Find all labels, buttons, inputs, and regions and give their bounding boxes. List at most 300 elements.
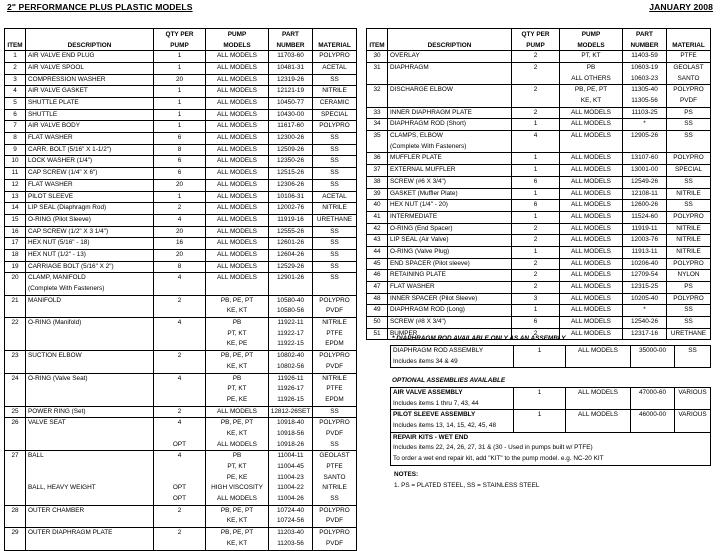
pump-models: ALL OTHERS bbox=[571, 74, 611, 82]
pump-models: ALL MODELS bbox=[571, 120, 611, 128]
table-row bbox=[5, 351, 357, 373]
item-number: 51 bbox=[373, 329, 381, 337]
description: LIP SEAL (Air Valve) bbox=[390, 236, 449, 244]
repair-kits-title: REPAIR KITS - WET END bbox=[393, 433, 469, 441]
material-cell bbox=[667, 107, 711, 119]
material-cell bbox=[667, 211, 711, 223]
qty-cell bbox=[512, 200, 560, 212]
part-number: 10481-31 bbox=[276, 63, 304, 71]
table-row bbox=[367, 51, 711, 63]
qty-cell bbox=[154, 98, 206, 110]
part-number: 10802-40 bbox=[276, 352, 304, 360]
part-number: 11403-59 bbox=[631, 52, 658, 60]
description-cell bbox=[26, 133, 154, 145]
pump-models-cell bbox=[206, 418, 269, 451]
description-cell bbox=[26, 191, 154, 203]
pump-models-cell bbox=[206, 406, 269, 418]
part-number: 12350-26 bbox=[276, 157, 304, 165]
part-number-cell bbox=[269, 238, 313, 250]
material: SS bbox=[684, 132, 693, 140]
qty-cell bbox=[512, 246, 560, 258]
part-number: 10205-40 bbox=[630, 294, 658, 302]
table-row bbox=[5, 51, 357, 63]
item-number-cell bbox=[367, 211, 388, 223]
pump-models-cell bbox=[560, 235, 623, 247]
description-cell bbox=[26, 51, 154, 63]
part-number-cell bbox=[623, 85, 667, 107]
part-number: 11305-40 bbox=[631, 86, 658, 94]
pump-models: KE, KT bbox=[226, 362, 248, 370]
description: VALVE SEAT bbox=[28, 419, 66, 427]
table-header-row bbox=[5, 29, 357, 51]
qty-cell bbox=[512, 270, 560, 282]
qty-cell bbox=[512, 293, 560, 305]
qty: 2 bbox=[533, 259, 538, 267]
description: EXTERNAL MUFFLER bbox=[390, 166, 456, 174]
qty: 6 bbox=[177, 169, 182, 177]
table-row bbox=[367, 107, 711, 119]
description-cell bbox=[26, 62, 154, 74]
item-number-cell bbox=[5, 62, 26, 74]
qty: 1 bbox=[177, 110, 182, 118]
table-row bbox=[5, 168, 357, 180]
part-number: 11919-11 bbox=[631, 224, 658, 232]
description: FLAT WASHER bbox=[28, 180, 73, 188]
item-number: 28 bbox=[11, 506, 19, 514]
qty bbox=[155, 429, 204, 440]
material: PS bbox=[684, 108, 693, 116]
table-row bbox=[5, 318, 357, 351]
material-cell bbox=[667, 153, 711, 165]
part-number-cell bbox=[623, 119, 667, 131]
item-number-cell bbox=[367, 119, 388, 131]
material: PS bbox=[684, 283, 693, 291]
material: ACETAL bbox=[322, 192, 347, 200]
item-number: 31 bbox=[373, 63, 381, 71]
qty: 2 bbox=[533, 224, 538, 232]
description: SHUTTLE bbox=[28, 110, 58, 118]
item-number: 29 bbox=[11, 529, 19, 537]
item-number: 18 bbox=[11, 250, 19, 258]
material: URETHANE bbox=[670, 329, 707, 337]
description: CLAMP, MANIFOLD bbox=[28, 274, 86, 282]
material-cell bbox=[667, 270, 711, 282]
description-cell bbox=[26, 238, 154, 250]
part-number-cell bbox=[269, 121, 313, 133]
pump-models: PB, PE, PT bbox=[220, 352, 254, 360]
part-number: 11926-17 bbox=[277, 385, 304, 393]
material: NITRILE bbox=[322, 484, 347, 492]
part-number-cell bbox=[269, 156, 313, 168]
qty-cell bbox=[154, 168, 206, 180]
item-number: 13 bbox=[11, 192, 19, 200]
part-number: 11617-60 bbox=[277, 122, 304, 130]
part-number-cell bbox=[269, 144, 313, 156]
qty: 4 bbox=[533, 132, 538, 140]
air-valve-assembly-qty: 1 bbox=[514, 388, 566, 410]
item-number-cell bbox=[5, 238, 26, 250]
qty: 6 bbox=[533, 318, 538, 326]
part-number-cell bbox=[269, 249, 313, 261]
description: AIR VALVE GASKET bbox=[28, 87, 88, 95]
material: POLYPRO bbox=[673, 259, 704, 267]
pump-models: KE, KT bbox=[226, 539, 248, 547]
item-number: 49 bbox=[373, 306, 381, 314]
description-cell bbox=[26, 351, 154, 373]
pump-models-cell bbox=[206, 121, 269, 133]
material: NITRILE bbox=[322, 319, 347, 327]
material-cell bbox=[667, 85, 711, 107]
qty-cell bbox=[154, 144, 206, 156]
item-number-cell bbox=[5, 203, 26, 215]
material: SPECIAL bbox=[675, 166, 702, 174]
part-number: 11913-11 bbox=[631, 247, 658, 255]
description-cell bbox=[26, 226, 154, 238]
part-number-cell bbox=[269, 179, 313, 191]
item-number-cell bbox=[5, 74, 26, 86]
material-cell bbox=[313, 86, 357, 98]
material: POLYPRO bbox=[319, 296, 350, 304]
description-cell bbox=[388, 211, 512, 223]
qty-cell bbox=[154, 318, 206, 351]
material-cell bbox=[667, 176, 711, 188]
qty: 20 bbox=[175, 75, 184, 83]
item-number: 23 bbox=[11, 352, 19, 360]
table-row bbox=[367, 85, 711, 107]
pump-models: PT, KT bbox=[227, 463, 247, 471]
material-cell bbox=[313, 249, 357, 261]
part-number: 11103-25 bbox=[631, 108, 658, 116]
part-number: 10106-31 bbox=[276, 192, 304, 200]
description bbox=[28, 462, 152, 473]
item-number: 43 bbox=[373, 236, 381, 244]
description-cell bbox=[26, 144, 154, 156]
description: O-RING (Manifold) bbox=[28, 319, 82, 327]
pump-models: KE, PE bbox=[226, 340, 248, 348]
description: FLAT WASHER bbox=[28, 134, 73, 142]
pump-models-cell bbox=[560, 200, 623, 212]
table-row bbox=[367, 282, 711, 294]
pump-models: ALL MODELS bbox=[571, 259, 611, 267]
qty-cell bbox=[154, 273, 206, 295]
item-number-cell bbox=[5, 249, 26, 261]
description-cell bbox=[388, 200, 512, 212]
description-cell bbox=[26, 273, 154, 295]
table-row bbox=[5, 144, 357, 156]
item-number-cell bbox=[5, 191, 26, 203]
material: PTFE bbox=[680, 52, 697, 60]
description-cell bbox=[388, 85, 512, 107]
qty: 6 bbox=[533, 177, 538, 185]
part-number-cell bbox=[269, 406, 313, 418]
qty: OPT bbox=[172, 484, 187, 492]
material: NITRILE bbox=[676, 224, 701, 232]
material: PTFE bbox=[326, 329, 343, 337]
description: PILOT SLEEVE bbox=[28, 192, 73, 200]
rod-assembly-table bbox=[390, 345, 711, 368]
item-number: 44 bbox=[373, 247, 381, 255]
description-cell bbox=[26, 249, 154, 261]
material-cell bbox=[667, 165, 711, 177]
material: NITRILE bbox=[322, 374, 347, 382]
part-number: 11004-22 bbox=[277, 484, 304, 492]
description: SHUTTLE PLATE bbox=[28, 99, 79, 107]
description-cell bbox=[26, 418, 154, 451]
pump-models-cell bbox=[560, 305, 623, 317]
material: PVDF bbox=[679, 97, 698, 105]
part-number: 11203-40 bbox=[277, 529, 304, 537]
col-material: MATERIAL bbox=[667, 29, 711, 51]
part-number-cell bbox=[269, 351, 313, 373]
material-cell bbox=[313, 373, 357, 406]
pump-models-cell bbox=[560, 258, 623, 270]
table-row bbox=[5, 273, 357, 295]
material: POLYPRO bbox=[319, 529, 350, 537]
col-qty: QTY PER PUMP bbox=[154, 29, 206, 51]
description-cell bbox=[388, 305, 512, 317]
item-number: 16 bbox=[11, 227, 19, 235]
pump-models: PB bbox=[586, 63, 596, 71]
item-number-cell bbox=[367, 85, 388, 107]
description-cell bbox=[26, 451, 154, 505]
item-number: 11 bbox=[11, 169, 19, 177]
description: INNER SPACER (Pilot Sleeve) bbox=[390, 294, 478, 302]
material: SS bbox=[330, 262, 339, 270]
pilot-sleeve-assembly-row bbox=[391, 410, 711, 432]
qty: 1 bbox=[533, 247, 538, 255]
table-row bbox=[367, 246, 711, 258]
pump-models-cell bbox=[206, 451, 269, 505]
description bbox=[28, 494, 152, 505]
description: LIP SEAL (Diaphragm Rod) bbox=[28, 204, 107, 212]
description: CLAMPS, ELBOW bbox=[390, 132, 443, 140]
item-number-cell bbox=[367, 328, 388, 340]
qty-cell bbox=[512, 223, 560, 235]
pump-models: PE, KE bbox=[226, 395, 248, 403]
qty-cell bbox=[154, 226, 206, 238]
material: NITRILE bbox=[322, 204, 347, 212]
part-number: 12812-26SET bbox=[270, 407, 311, 415]
pump-models: ALL MODELS bbox=[571, 189, 611, 197]
item-number: 48 bbox=[373, 294, 381, 302]
table-row bbox=[5, 249, 357, 261]
part-number-cell bbox=[269, 74, 313, 86]
description-cell bbox=[388, 223, 512, 235]
part-number: * bbox=[643, 306, 646, 314]
part-number: 12555-26 bbox=[276, 227, 304, 235]
part-number-cell bbox=[623, 188, 667, 200]
air-valve-assembly-material: VARIOUS bbox=[675, 388, 711, 410]
qty-cell bbox=[154, 295, 206, 317]
part-number: 11926-11 bbox=[277, 374, 304, 382]
part-number-cell bbox=[269, 86, 313, 98]
item-number: 50 bbox=[373, 318, 381, 326]
pump-models-cell bbox=[206, 203, 269, 215]
parts-table-right bbox=[366, 28, 711, 340]
col-qty: QTY PER PUMP bbox=[512, 29, 560, 51]
description: O-RING (Pilot Sleeve) bbox=[28, 215, 91, 223]
table-row bbox=[5, 191, 357, 203]
repair-kits-order-info: To order a wet end repair kit, add "KIT" to the pump model. e.g. NC-20 KIT bbox=[393, 455, 604, 463]
description: CARR. BOLT (5/16" X 1-1/2") bbox=[28, 145, 112, 153]
material-cell bbox=[667, 328, 711, 340]
item-number: 22 bbox=[11, 319, 19, 327]
item-number-cell bbox=[5, 226, 26, 238]
pump-models: PT, KT bbox=[227, 329, 247, 337]
part-number-cell bbox=[269, 214, 313, 226]
pump-models-cell bbox=[206, 179, 269, 191]
item-number: 2 bbox=[13, 63, 17, 71]
part-number: 10430-00 bbox=[276, 110, 304, 118]
description-cell bbox=[26, 109, 154, 121]
pump-models-cell bbox=[206, 214, 269, 226]
pump-models-cell bbox=[206, 295, 269, 317]
pump-models: ALL MODELS bbox=[571, 177, 611, 185]
part-number: 10580-40 bbox=[276, 296, 304, 304]
part-number-cell bbox=[269, 505, 313, 527]
pump-models: PB bbox=[232, 319, 242, 327]
part-number-cell bbox=[269, 98, 313, 110]
qty: 4 bbox=[177, 452, 182, 460]
description: CAP SCREW (1/4" X 6") bbox=[28, 169, 98, 177]
part-number: 12108-11 bbox=[631, 189, 658, 197]
pump-models: ALL MODELS bbox=[217, 52, 257, 60]
material-cell bbox=[313, 51, 357, 63]
col-models: PUMP MODELS bbox=[560, 29, 623, 51]
part-number: 12601-26 bbox=[276, 239, 304, 247]
pump-models: HIGH VISCOSITY bbox=[211, 484, 263, 492]
material: PTFE bbox=[326, 385, 343, 393]
qty: 1 bbox=[533, 306, 538, 314]
rod-assembly-models: ALL MODELS bbox=[566, 346, 631, 368]
part-number-cell bbox=[269, 295, 313, 317]
pump-models: ALL MODELS bbox=[217, 495, 257, 503]
material-cell bbox=[313, 451, 357, 505]
description: BALL, HEAVY WEIGHT bbox=[28, 484, 96, 492]
part-number: 11004-26 bbox=[277, 495, 304, 503]
description: (Complete With Fasteners) bbox=[28, 285, 105, 293]
table-row bbox=[5, 98, 357, 110]
pilot-sleeve-assembly-includes: Includes items 13, 14, 15, 42, 45, 48 bbox=[393, 422, 497, 430]
material-cell bbox=[667, 188, 711, 200]
material: SS bbox=[684, 177, 693, 185]
material-cell bbox=[313, 121, 357, 133]
qty: 2 bbox=[533, 63, 538, 71]
description: CAP SCREW (1/2" X 3 1/4") bbox=[28, 227, 109, 235]
part-number: 12315-25 bbox=[630, 283, 658, 291]
item-number-cell bbox=[367, 282, 388, 294]
pump-models: ALL MODELS bbox=[217, 63, 257, 71]
pump-models-cell bbox=[560, 293, 623, 305]
pump-models: KE, KT bbox=[580, 97, 602, 105]
col-item: ITEM bbox=[367, 29, 388, 51]
part-number-cell bbox=[623, 200, 667, 212]
pump-models-cell bbox=[206, 528, 269, 550]
item-number: 47 bbox=[373, 283, 381, 291]
part-number: 10724-56 bbox=[276, 517, 304, 525]
qty-cell bbox=[154, 238, 206, 250]
item-number: 26 bbox=[11, 419, 19, 427]
item-number: 4 bbox=[13, 87, 17, 95]
description-cell bbox=[388, 188, 512, 200]
pump-models-cell bbox=[560, 176, 623, 188]
description-cell bbox=[388, 119, 512, 131]
material-cell bbox=[313, 109, 357, 121]
pump-models-cell bbox=[206, 144, 269, 156]
pump-models-cell bbox=[206, 51, 269, 63]
pilot-sleeve-assembly-material: VARIOUS bbox=[675, 410, 711, 432]
table-row bbox=[367, 200, 711, 212]
part-number-cell bbox=[269, 133, 313, 145]
item-number-cell bbox=[5, 418, 26, 451]
table-row bbox=[367, 165, 711, 177]
part-number: 10450-77 bbox=[276, 99, 304, 107]
part-number: 11203-56 bbox=[277, 539, 304, 547]
pump-models-cell bbox=[206, 373, 269, 406]
item-number: 45 bbox=[373, 259, 381, 267]
part-number-cell bbox=[623, 165, 667, 177]
table-row bbox=[5, 74, 357, 86]
part-number: 11922-17 bbox=[277, 329, 304, 337]
material-cell bbox=[667, 235, 711, 247]
pump-models: ALL MODELS bbox=[571, 329, 611, 337]
description: AIR VALVE SPOOL bbox=[28, 63, 84, 71]
part-number: 12317-16 bbox=[630, 329, 658, 337]
part-number: 11004-23 bbox=[277, 473, 304, 481]
description: SUCTION ELBOW bbox=[28, 352, 82, 360]
description: O-RING (Valve Plug) bbox=[390, 247, 450, 255]
item-number-cell bbox=[5, 51, 26, 63]
description: O-RING (End Spacer) bbox=[390, 224, 453, 232]
material: SS bbox=[684, 120, 693, 128]
item-number-cell bbox=[5, 318, 26, 351]
pump-models: ALL MODELS bbox=[571, 236, 611, 244]
pilot-sleeve-assembly-qty: 1 bbox=[514, 410, 566, 432]
item-number-cell bbox=[367, 235, 388, 247]
pump-models: ALL MODELS bbox=[571, 132, 611, 140]
table-row bbox=[367, 176, 711, 188]
item-number: 17 bbox=[11, 239, 19, 247]
material: PVDF bbox=[325, 429, 344, 437]
material-cell bbox=[667, 223, 711, 235]
pump-models: PE, KE bbox=[226, 473, 248, 481]
qty-cell bbox=[154, 249, 206, 261]
part-number-cell bbox=[623, 305, 667, 317]
part-number-cell bbox=[623, 153, 667, 165]
pump-models: ALL MODELS bbox=[217, 227, 257, 235]
qty-cell bbox=[512, 51, 560, 63]
table-row bbox=[5, 528, 357, 550]
description: INNER DIAPHRAGM PLATE bbox=[390, 108, 472, 116]
pump-models: ALL MODELS bbox=[571, 294, 611, 302]
description: FLAT WASHER bbox=[390, 283, 435, 291]
material-cell bbox=[313, 261, 357, 273]
qty-cell bbox=[154, 451, 206, 505]
col-item: ITEM bbox=[5, 29, 26, 51]
item-number: 40 bbox=[373, 201, 381, 209]
material: SS bbox=[330, 134, 339, 142]
qty: 2 bbox=[533, 52, 538, 60]
item-number-cell bbox=[5, 214, 26, 226]
item-number-cell bbox=[5, 505, 26, 527]
air-valve-assembly-part: 47000-60 bbox=[631, 388, 675, 410]
part-number: 12002-76 bbox=[276, 204, 304, 212]
item-number-cell bbox=[367, 246, 388, 258]
part-number-cell bbox=[269, 373, 313, 406]
material: POLYPRO bbox=[673, 154, 704, 162]
qty-cell bbox=[512, 176, 560, 188]
description-cell bbox=[388, 317, 512, 329]
